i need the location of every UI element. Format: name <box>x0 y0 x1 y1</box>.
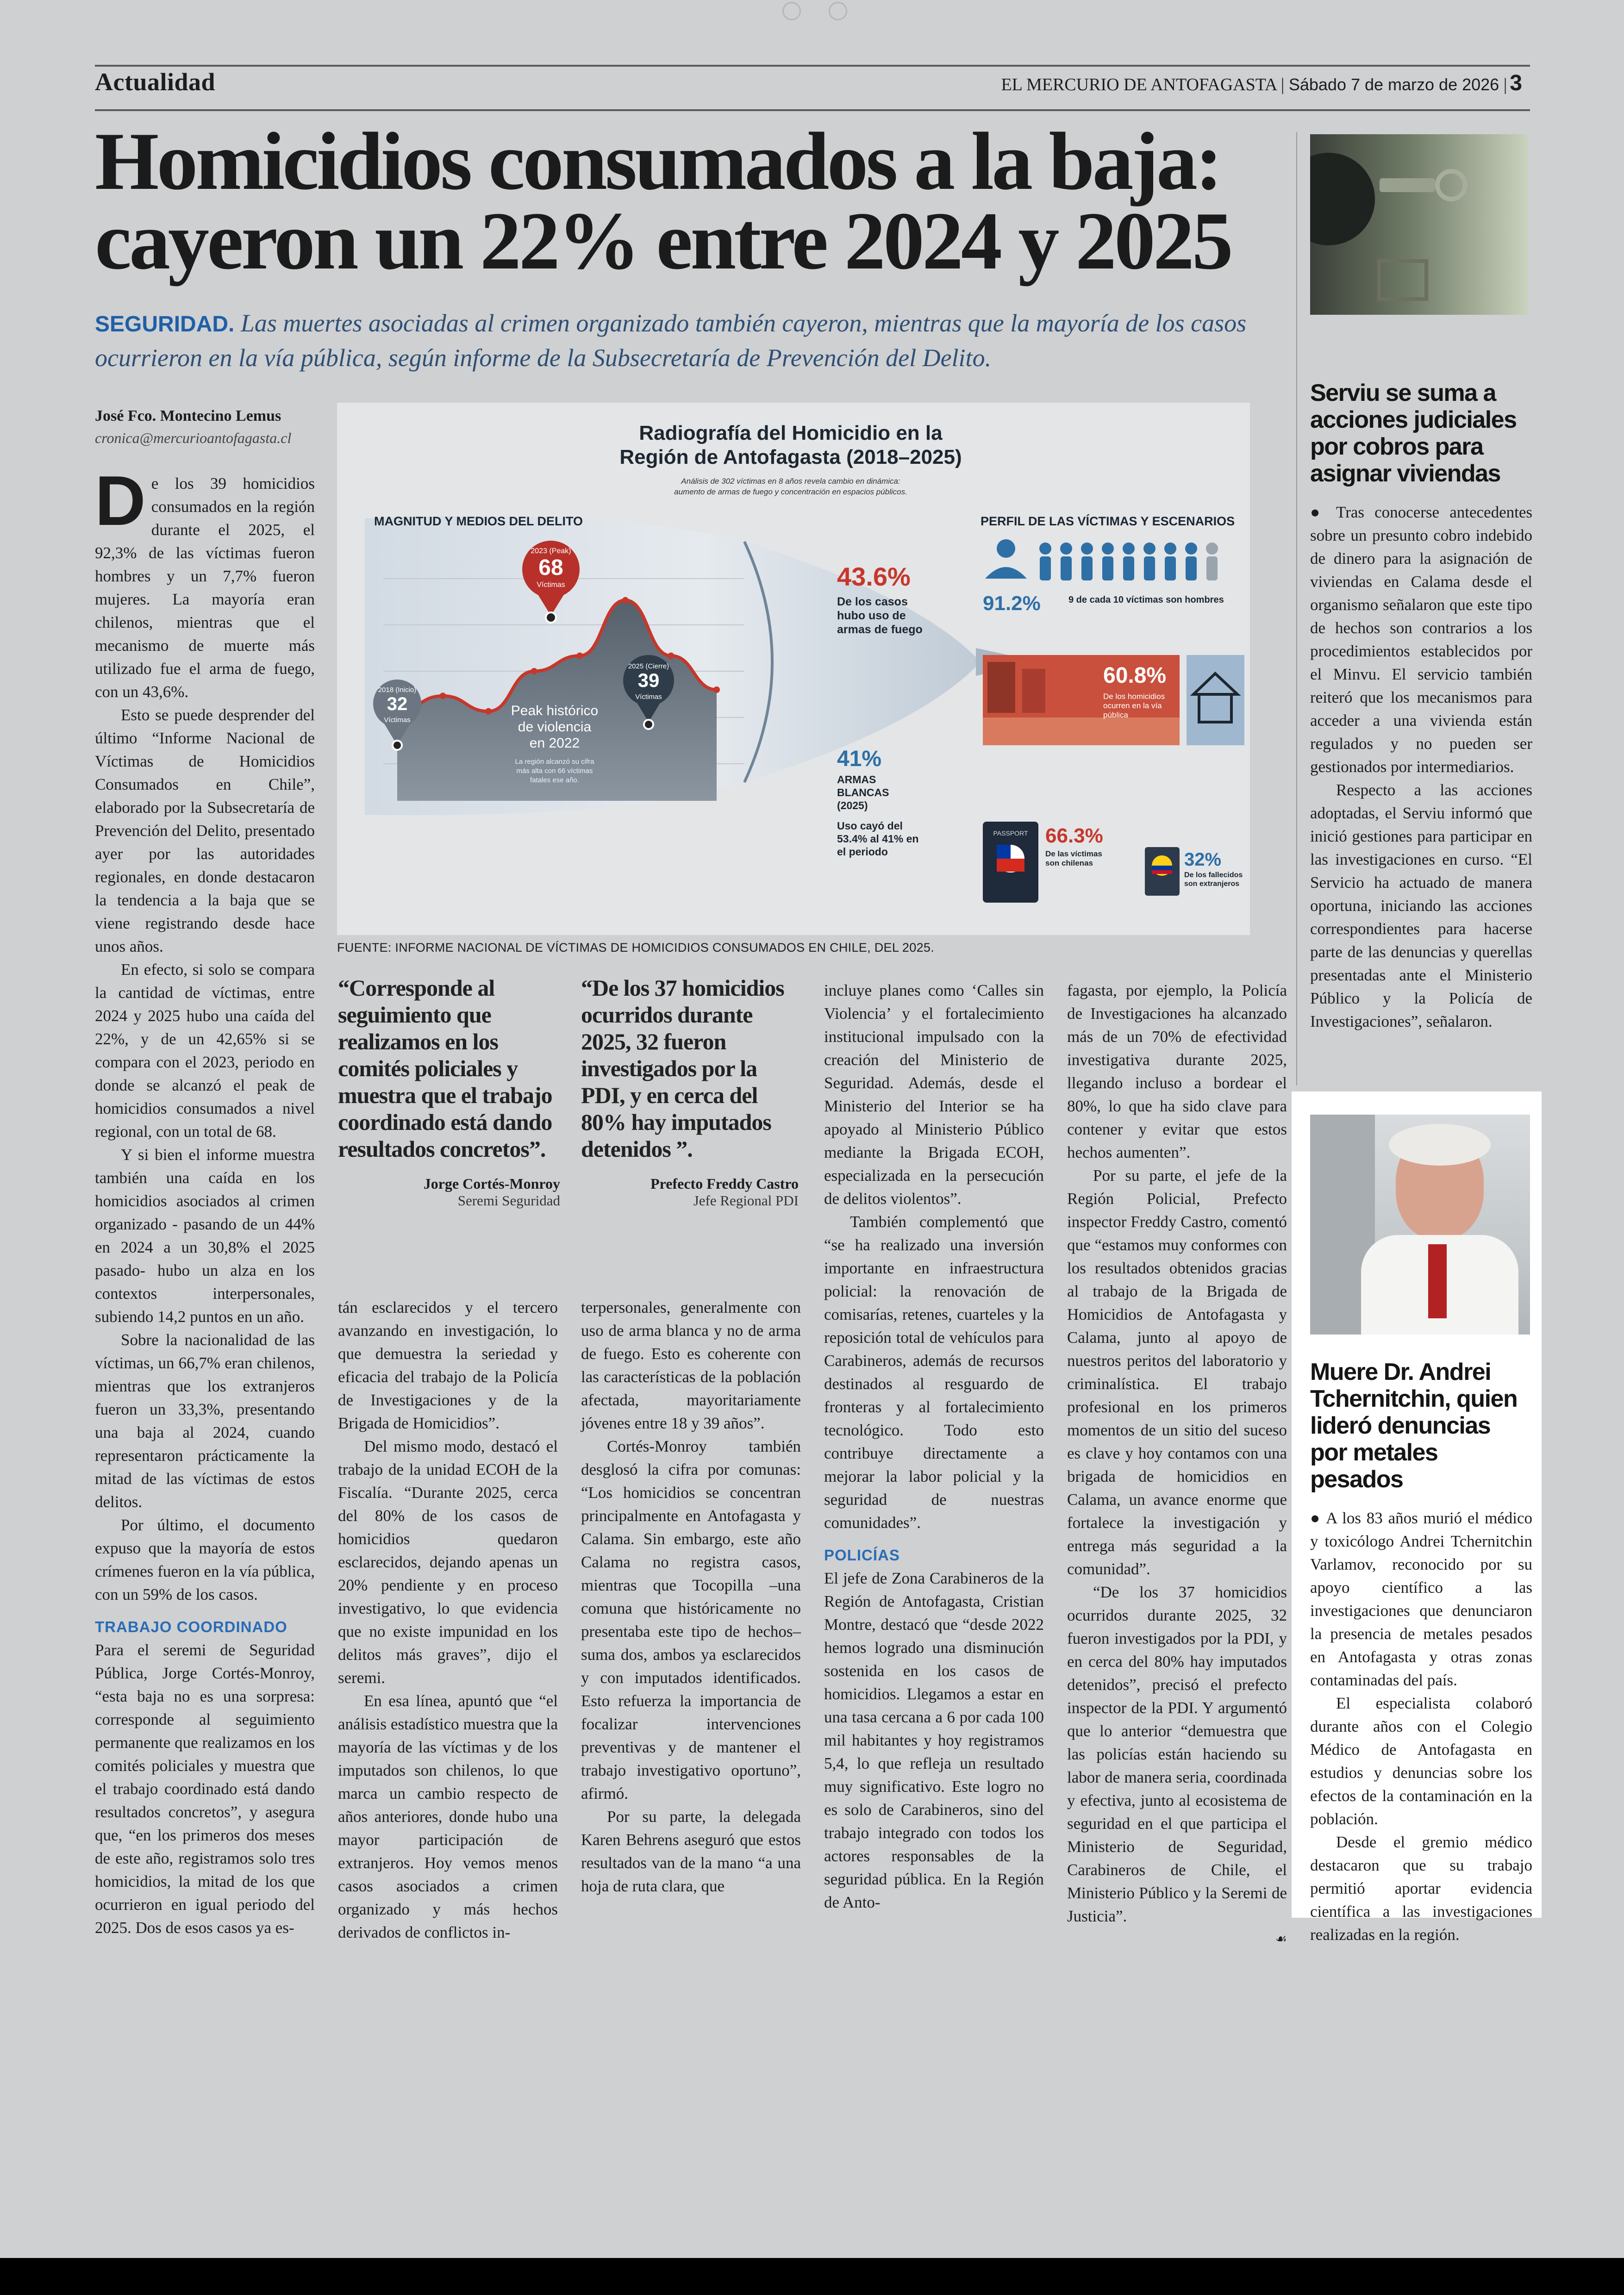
pin-2018-label: Víctimas <box>384 716 411 724</box>
foreign-text-1: De los fallecidos <box>1184 871 1243 879</box>
paragraph: Esto se puede desprender del último “Informe Nacional de Víctimas de Homicidios Consumados en Chile”, elaborado por la Subsecretaría de Prevención del Delito, presentado ayer por las autoridades regionales, en donde destacaron la tendencia a la baja que se viene registrando desde hace unos años. <box>95 706 315 955</box>
paragraph: “De los 37 homicidios ocurridos durante 2025, 32 fueron investigados por la PDI, y en cerca del 80% hay imputados detenidos”, precisó el prefecto inspector de la PDI. Y argumentó que lo anterior “demuestra que las policías están haciendo su labor de manera seria, coordinada y efectiva, junto al ecosistema de seguridad en el que participa el Ministerio de Seguridad, Carabineros de Chile, el Ministerio Público y la Seremi de Justicia”. <box>1067 1583 1287 1925</box>
foreign-pct: 32% <box>1184 849 1222 870</box>
trend-point-2022 <box>576 653 583 659</box>
end-mark: ☙ <box>1275 1932 1287 1946</box>
paragraph: En efecto, si solo se compara la cantidad de víctimas, entre 2024 y 2025 hubo una caída del 22%, y de un 42,65% si se compara con el 2023, periodo en donde se alcanzó el peak de homicidios consumados a nivel regional, con un total de 68. <box>95 960 315 1141</box>
info-title-2: Región de Antofagasta (2018–2025) <box>619 446 962 468</box>
blade-text-1: ARMAS <box>837 773 876 786</box>
foreign-text-2: son extranjeros <box>1184 880 1240 888</box>
paragraph: El jefe de Zona Carabineros de la Región de Antofagasta, Cristian Montre, destacó que “desde 2022 hemos logrado una disminución sostenida en los casos de homicidios. Llegamos a estar en una tasa cercana a 6 por cada 100 mil habitantes y hoy registramos 5,4, lo que refleja un resultado muy significativo. Este logro no es solo de Carabineros, sino del trabajo integrado con todos los actores responsables de la seguridad pública. En la Región de Anto- <box>824 1569 1044 1911</box>
public-text-1: De los homicidios <box>1103 692 1165 701</box>
sidebar-story-1-title: Serviu se suma a acciones judiciales por cobros para asignar viviendas <box>1310 380 1517 487</box>
paragraph: Tras conocerse antecedentes sobre un presunto cobro indebido de dinero para la asignación de viviendas en Calama desde el organismo señalaron que este tipo de hechos son contrarios a los procedimientos establecidos por el Minvu. El servicio también reiteró que los mecanismos para acceder a una vivienda están regulados y no pueden ser gestionados por intermediarios. <box>1310 503 1532 776</box>
prev-page-icon[interactable] <box>782 2 801 20</box>
blade-drop-1: Uso cayó del <box>837 820 903 832</box>
firearm-text-2: hubo uso de <box>837 609 906 622</box>
page-number: 3 <box>1510 71 1522 95</box>
passport-label: PASSPORT <box>993 829 1028 837</box>
hair-image <box>1389 1124 1491 1166</box>
foreign-passport <box>1145 847 1180 896</box>
trend-point-2024 <box>668 653 674 659</box>
firearm-pct: 43.6% <box>837 562 911 591</box>
top-rule <box>95 65 1530 67</box>
trend-point-2023 <box>622 597 629 604</box>
paragraph: e los 39 homicidios consumados en la región durante el 2025, el 92,3% de las víctimas fueron hombres y un 7,7% fueron mujeres. La mayoría eran chilenos, mientras que el mecanismo de muerte más utilizado fue el arma de fuego, con un 43,6%. <box>95 474 315 701</box>
subhead-policias: POLICÍAS <box>824 1547 900 1564</box>
paragraph: En esa línea, apuntó que “el análisis estadístico muestra que la mayoría de las víctimas y de los imputados son chilenos, lo que marca un cambio respecto de años anteriores, donde hubo una mayor participación de extranjeros. Hoy vemos menos casos asociados a crimen organizado y más hechos derivados de conflictos in- <box>338 1692 558 1941</box>
column-5 <box>1067 979 1287 1951</box>
tie-image <box>1428 1244 1447 1318</box>
paragraph: Por su parte, el jefe de la Región Policial, Prefecto inspector Freddy Castro, comentó que “estamos muy conformes con los resultados obtenidos gracias al trabajo de la Brigada de Homicidios de Antofagasta y Calama, junto al apoyo de nuestros peritos del laboratorio y criminalística. El trabajo profesional en los primeros momentos de un sitio del suceso es clave y hoy contamos con una brigada de homicidios en Calama, un avance enorme que fortalece la investigación y entrega más seguridad a la comunidad”. <box>1067 1166 1287 1578</box>
trend-point-2019 <box>440 692 446 699</box>
trend-point-2025 <box>713 686 720 693</box>
house-keychain-icon <box>1377 259 1428 301</box>
public-pct: 60.8% <box>1103 663 1167 688</box>
column-1 <box>95 461 315 1940</box>
blade-drop-3: el periodo <box>837 846 888 858</box>
publication-name: EL MERCURIO DE ANTOFAGASTA <box>1001 75 1277 94</box>
trend-point-2020 <box>485 708 492 715</box>
column-3 <box>581 1296 801 1898</box>
sidebar-story-2 <box>1310 1359 1532 1946</box>
paragraph: El especialista colaboró durante años con el Colegio Médico de Antofagasta en estudios y denuncias sobre los efectos de la contaminación en la población. <box>1310 1694 1532 1828</box>
blade-drop-2: 53.4% al 41% en <box>837 833 919 845</box>
paragraph: Por último, el documento expuso que la mayoría de estos crímenes fueron en la vía pública, con un 59% de los casos. <box>95 1516 315 1603</box>
byline: José Fco. Montecino Lemus <box>95 407 281 424</box>
deck-text: Las muertes asociadas al crimen organizado también cayeron, mientras que la mayoría de los casos ocurrieron en la vía pública, según informe de la Subsecretaría de Prevención del Delito. <box>95 309 1247 372</box>
peak-note-3: fatales ese año. <box>530 776 579 784</box>
headline <box>95 115 1275 287</box>
keyring-image <box>1435 169 1468 201</box>
paragraph: terpersonales, generalmente con uso de arma blanca y no de arma de fuego. Esto es coherente con las características de la población afectada, mayoritariamente jóvenes entre 18 y 39 años”. <box>581 1298 801 1432</box>
info-title-1: Radiografía del Homicidio en la <box>639 422 943 444</box>
paragraph: fagasta, por ejemplo, la Policía de Investigaciones ha alcanzado más de un 70% de efectividad investigativa durante 2025, llegando incluso a bordear el 80%, lo que ha sido clave para contener y evitar que estos hechos aumenten”. <box>1067 981 1287 1161</box>
men-label: 9 de cada 10 víctimas son hombres <box>1068 595 1224 605</box>
public-text-3: pública <box>1103 711 1128 719</box>
pin-2023-value: 68 <box>538 555 563 580</box>
dropcap: D <box>95 461 146 540</box>
next-page-icon[interactable] <box>829 2 847 20</box>
sidebar-divider <box>1296 132 1297 1085</box>
infographic-svg <box>337 403 1250 935</box>
men-pct: 91.2% <box>983 592 1041 615</box>
paragraph: También complementó que “se ha realizado una inversión importante en infraestructura policial: la renovación de comisarías, retenes, cuarteles y la reposición total de vehículos para Carabineros, además de recursos destinados al resguardo de fronteras y al fortalecimiento tecnológico. Todo esto contribuye directamente a mejorar la labor policial y la seguridad de nuestras comunidades”. <box>824 1213 1044 1532</box>
pin-2018-value: 32 <box>387 694 408 714</box>
deck <box>95 306 1289 374</box>
pin-2025-value: 39 <box>637 669 660 691</box>
chilean-text-2: son chilenas <box>1045 859 1093 867</box>
chilean-text-1: De las víctimas <box>1045 849 1102 858</box>
chilean-pct: 66.3% <box>1045 824 1103 847</box>
paragraph: Sobre la nacionalidad de las víctimas, un 66,7% eran chilenos, mientras que los extranjeros fueron un 33,3%, presentando una baja al 2024, cuando representaron prácticamente la mitad de las víctimas de estos delitos. <box>95 1331 315 1511</box>
paragraph: Para el seremi de Seguridad Pública, Jorge Cortés-Monroy, “esta baja no es una sorpresa: corresponde al seguimiento permanente que realizamos en los comités policiales y muestra que el trabajo coordinado está dando resultados concretos”, y asegura que, “en los primeros dos meses de este año, registramos solo tres homicidios, la mitad de los que ocurrieron en igual periodo del 2025. Dos de esos casos ya es- <box>95 1641 315 1937</box>
info-subtitle-2: aumento de armas de fuego y concentración en espacios públicos. <box>674 487 907 496</box>
paragraph: Respecto a las acciones adoptadas, el Serviu informó que inició gestiones para participar en las investigaciones en curso. “El Servicio ha actuado de manera oportuna, iniciando las acciones correspondientes para hacerse parte de las denuncias y querellas presentadas ante el Ministerio Público y la Policía de Investigaciones”, señalaron. <box>1310 781 1532 1030</box>
blade-text-3: (2025) <box>837 799 868 811</box>
peak-note-1: La región alcanzó su cifra <box>515 758 594 766</box>
quote-role: Seremi Seguridad <box>457 1192 560 1209</box>
trend-point-2021 <box>531 668 537 674</box>
paragraph: incluye planes como ‘Calles sin Violencia’ y el fortalecimiento institucional impulsado con la creación del Ministerio de Seguridad. Además, desde el Ministerio del Interior se ha apoyado al Ministerio Público mediante la Brigada ECOH, especializada en la persecución de delitos violentos”. <box>824 981 1044 1208</box>
sidebar-story-1 <box>1310 380 1532 1033</box>
kicker: SEGURIDAD. <box>95 312 235 337</box>
peak-note-2: más alta con 66 víctimas <box>516 767 593 775</box>
quote-text: “Corresponde al seguimiento que realizamos en los comités policiales y muestra que el trabajo coordinado está dando resultados concretos”. <box>338 975 552 1162</box>
doctor-portrait <box>1310 1115 1530 1335</box>
person-icon <box>997 539 1015 558</box>
paragraph: Por su parte, la delegada Karen Behrens aseguró que estos resultados van de la mano “a una hoja de ruta clara, que <box>581 1808 801 1895</box>
peak-title-2: de violencia <box>518 719 592 735</box>
quote-author: Jorge Cortés-Monroy <box>423 1175 560 1192</box>
info-subtitle-1: Análisis de 302 víctimas en 8 años revela cambio en dinámica: <box>681 477 900 486</box>
chile-passport <box>983 822 1038 903</box>
infographic-source: FUENTE: INFORME NACIONAL DE VÍCTIMAS DE HOMICIDIOS CONSUMADOS EN CHILE, DEL 2025. <box>337 941 935 954</box>
infographic <box>337 403 1250 935</box>
quote-text: “De los 37 homicidios ocurridos durante 2025, 32 fueron investigados por la PDI, y en cerca del 80% hay imputados detenidos ”. <box>581 975 784 1162</box>
bottom-bar <box>0 2258 1624 2295</box>
paragraph: Cortés-Monroy también desglosó la cifra por comunas: “Los homicidios se concentran principalmente en Antofagasta y Calama. Sin embargo, este año Calama no registra casos, mientras que Tocopilla –una comuna que históricamente no presentaba este tipo de hechos– suma dos, ambos ya esclarecidos y con imputados identificados. Esto refuerza la importancia de focalizar intervenciones preventivas y de mantener el trabajo investigativo oportuno”, afirmó. <box>581 1437 801 1802</box>
pin-2023-label: Víctimas <box>537 581 565 589</box>
pin-2018-year: 2018 (Inicio) <box>378 686 417 694</box>
firearm-text-1: De los casos <box>837 595 908 608</box>
peak-title-1: Peak histórico <box>511 703 599 718</box>
key-house-photo <box>1310 134 1528 315</box>
masthead-rule <box>95 109 1530 111</box>
paragraph: Desde el gremio médico destacaron que su trabajo permitió aportar evidencia científica a las investigaciones realizadas en la región. <box>1310 1833 1532 1944</box>
subhead-trabajo: TRABAJO COORDINADO <box>95 1618 287 1635</box>
peak-title-3: en 2022 <box>529 736 580 751</box>
pin-2025-year: 2025 (Cierre) <box>628 662 669 670</box>
paragraph: A los 83 años murió el médico y toxicólogo Andrei Tchernitchin Varlamov, reconocido por su apoyo científico a las investigaciones que denunciaron la presencia de metales pesados en Antofagasta y otras zonas contaminadas del país. <box>1310 1509 1532 1689</box>
key-image <box>1380 178 1435 192</box>
right-section-header: PERFIL DE LAS VÍCTIMAS Y ESCENARIOS <box>981 514 1235 528</box>
left-section-header: MAGNITUD Y MEDIOS DEL DELITO <box>374 514 583 528</box>
blade-text-2: BLANCAS <box>837 786 889 798</box>
sidebar-story-2-title: Muere Dr. Andrei Tchernitchin, quien lideró denuncias por metales pesados <box>1310 1359 1518 1493</box>
paragraph: Y si bien el informe muestra también una caída en los homicidios asociados al crimen organizado - pasando de un 44% en 2024 a un 30,8% el 2025 pasado- hubo un alza en los contextos interpersonales, subiendo 14,2 puntos en un año. <box>95 1146 315 1326</box>
column-4 <box>824 979 1044 1914</box>
page-nav <box>782 2 847 20</box>
publication-info: EL MERCURIO DE ANTOFAGASTA | Sábado 7 de marzo de 2026 | 3 <box>1001 71 1522 95</box>
quote-author: Prefecto Freddy Castro <box>650 1175 799 1192</box>
firearm-text-3: armas de fuego <box>837 623 923 636</box>
paragraph: tán esclarecidos y el tercero avanzando en investigación, lo que demuestra la seriedad y eficacia del trabajo de la Policía de Investigaciones y de la Brigada de Homicidios”. <box>338 1298 558 1432</box>
author-email[interactable]: cronica@mercurioantofagasta.cl <box>95 430 292 446</box>
quote-role: Jefe Regional PDI <box>693 1192 799 1209</box>
issue-date: Sábado 7 de marzo de 2026 <box>1288 75 1499 94</box>
section-name: Actualidad <box>95 68 216 96</box>
headline-line-2: cayeron un 22% entre 2024 y 2025 <box>95 195 1231 287</box>
sidebar-story-1-body: ● Tras conocerse antecedentes sobre un presunto cobro indebido de dinero para la asignación de viviendas en Calama desde el organismo señalaron que este tipo de hechos son contrarios a los procedimientos establecidos por el Minvu. El servicio también reiteró que los mecanismos para acceder a una vivienda están regulados y no pueden ser gestionados por intermediarios. Respecto a las acciones adoptadas, el Serviu informó que inició gestiones para participar en las investigaciones en curso. “El Servicio ha actuado de manera oportuna, iniciando las acciones correspondientes para hacerse parte de las denuncias y querellas presentadas ante el Ministerio Público y la Policía de Investigaciones”, señalaron. <box>1310 501 1532 1033</box>
pin-2025-label: Víctimas <box>635 693 662 701</box>
column-2 <box>338 1296 558 1944</box>
paragraph: Del mismo modo, destacó el trabajo de la unidad ECOH de la Fiscalía. “Durante 2025, cerca del 80% de los casos de homicidios quedaron esclarecidos, dejando apenas un 20% pendiente y en proceso investigativo, lo que evidencia que no existe impunidad en los delitos más graves”, dijo el seremi. <box>338 1437 558 1687</box>
pull-quote-1 <box>338 974 560 1209</box>
pin-2023-year: 2023 (Peak) <box>531 547 571 555</box>
pull-quote-2 <box>581 974 799 1209</box>
door-lock-image <box>1310 153 1375 245</box>
sidebar-story-2-body: ● A los 83 años murió el médico y toxicólogo Andrei Tchernitchin Varlamov, reconocido por su apoyo científico a las investigaciones que denunciaron la presencia de metales pesados en Antofagasta y otras zonas contaminadas del país. El especialista colaboró durante años con el Colegio Médico de Antofagasta en estudios y denuncias sobre los efectos de la contaminación en la población. Desde el gremio médico destacaron que su trabajo permitió aportar evidencia científica a las investigaciones realizadas en la región. <box>1310 1507 1532 1946</box>
headline-line-1: Homicidios consumados a la baja: <box>95 115 1221 207</box>
blade-pct: 41% <box>837 747 882 771</box>
public-text-2: ocurren en la vía <box>1103 701 1162 710</box>
